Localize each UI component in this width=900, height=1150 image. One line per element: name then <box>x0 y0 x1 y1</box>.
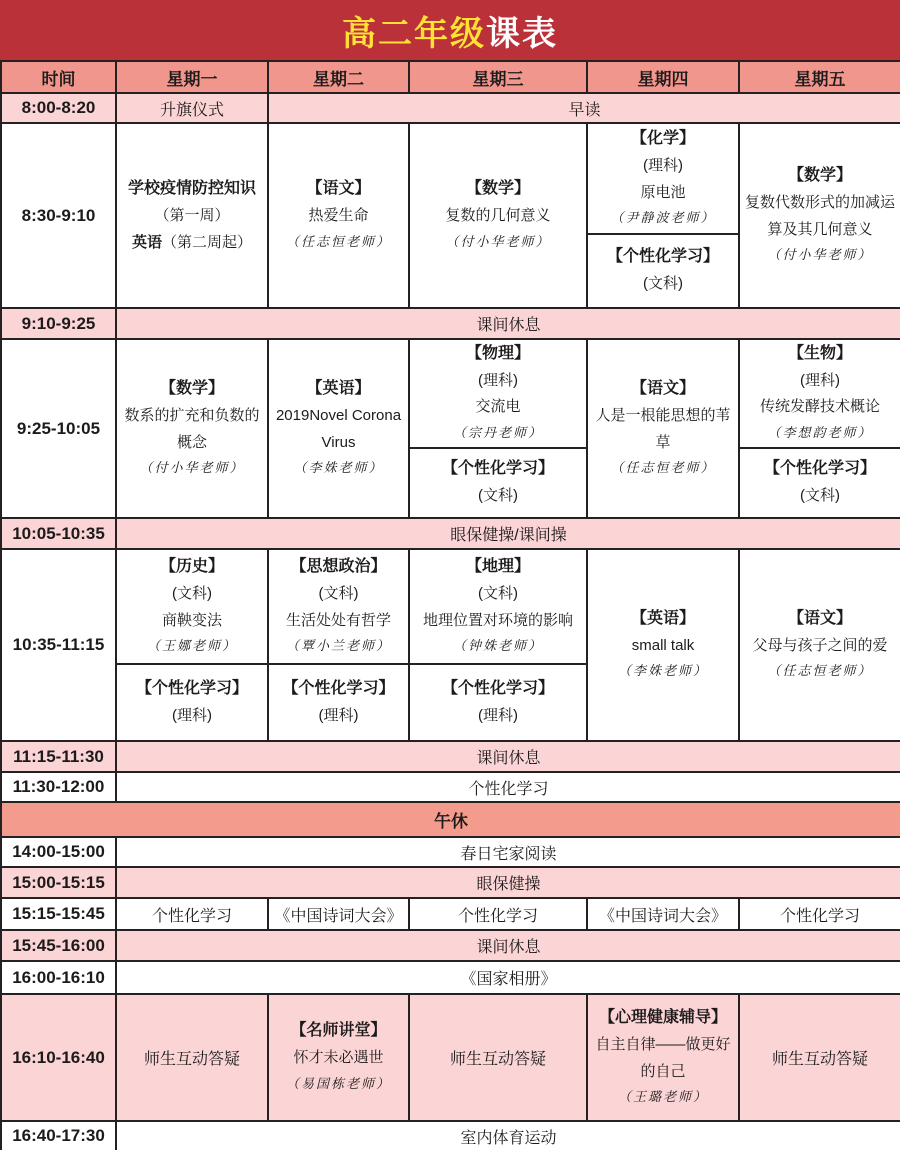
course-topic: 地理位置对环境的影响 <box>422 611 573 629</box>
teacher-name: （任志恒老师） <box>285 234 391 250</box>
course-cell-wed-0830 <box>409 123 587 308</box>
event-eye-exercise: 眼保健操 <box>116 867 900 898</box>
course-topic: 2019Novel Corona Virus <box>275 407 402 451</box>
header-row <box>1 61 900 93</box>
course-cell-thu-0925 <box>587 339 739 518</box>
course-subcell-top <box>410 340 586 449</box>
course-subcell-bottom <box>117 665 267 738</box>
time-cell-1005: 10:05-10:35 <box>1 518 116 549</box>
title-grade: 高二年级 <box>342 14 486 53</box>
course-cell-fri-0830 <box>739 123 900 308</box>
row-1130 <box>1 772 900 802</box>
activity-wed-1515: 个性化学习 <box>409 898 587 930</box>
course-track: (理科) <box>172 706 212 724</box>
time-cell-1035: 10:35-11:15 <box>1 549 116 741</box>
course-subject: 【化学】 <box>630 130 695 148</box>
header-thursday: 星期四 <box>587 61 739 93</box>
course-subcell-bottom <box>588 235 738 305</box>
course-subcell-bottom <box>740 449 900 516</box>
teacher-name: （钟姝老师） <box>452 638 543 654</box>
course-track: (文科) <box>643 274 683 292</box>
course-subcell-bottom <box>410 665 586 738</box>
course-topic: 原电池 <box>640 183 686 201</box>
event-class-break: 课间休息 <box>116 930 900 961</box>
course-cell-tue-1035 <box>268 549 409 741</box>
row-1610 <box>1 994 900 1121</box>
course-subject: 【个性化学习】 <box>606 247 719 265</box>
course-subcell-bottom <box>410 449 586 516</box>
row-1515 <box>1 898 900 930</box>
row-1035 <box>1 549 900 741</box>
course-subject: 【英语】 <box>630 609 695 627</box>
teacher-name: （王娜老师） <box>146 638 237 654</box>
title-suffix: 课表 <box>486 14 558 53</box>
time-cell-1500: 15:00-15:15 <box>1 867 116 898</box>
course-subject: 【心理健康辅导】 <box>598 1009 727 1027</box>
header-time: 时间 <box>1 61 116 93</box>
course-subject: 【数学】 <box>159 380 224 398</box>
course-subject: 【生物】 <box>787 345 852 362</box>
teacher-name: （李姝老师） <box>617 664 708 680</box>
header-tuesday: 星期二 <box>268 61 409 93</box>
activity-mon-1515: 个性化学习 <box>116 898 268 930</box>
row-1400 <box>1 837 900 867</box>
course-topic: 复数的几何意义 <box>445 207 551 225</box>
teacher-name: （覃小兰老师） <box>285 638 391 654</box>
course-cell-mon-0830 <box>116 123 268 308</box>
header-friday: 星期五 <box>739 61 900 93</box>
teacher-name: （李姝老师） <box>293 460 384 476</box>
course-topic: 数系的扩充和负数的概念 <box>124 407 260 451</box>
course-subcell-bottom <box>269 665 408 738</box>
course-topic: 复数代数形式的加减运算及其几何意义 <box>744 194 895 238</box>
time-cell-1640: 16:40-17:30 <box>1 1121 116 1150</box>
header-monday: 星期一 <box>116 61 268 93</box>
row-1545-break <box>1 930 900 961</box>
row-0830 <box>1 123 900 308</box>
course-subject: 【语文】 <box>630 380 695 398</box>
course-subject: 【数学】 <box>787 167 852 185</box>
course-subject: 【地理】 <box>465 558 530 576</box>
activity-mon-1610: 师生互动答疑 <box>116 994 268 1121</box>
course-subcell-top <box>269 550 408 665</box>
event-indoor-sports: 室内体育运动 <box>116 1121 900 1150</box>
course-title: 学校疫情防控知识 <box>127 180 256 198</box>
course-cell-mon-0925 <box>116 339 268 518</box>
course-topic: 传统发酵技术概论 <box>759 398 880 416</box>
course-topic: 商鞅变法 <box>161 611 222 629</box>
row-1115-break <box>1 741 900 772</box>
activity-thu-1515: 《中国诗词大会》 <box>587 898 739 930</box>
page-title <box>0 0 900 60</box>
course-topic: 人是一根能思想的苇草 <box>595 407 731 451</box>
row-0910-break <box>1 308 900 339</box>
activity-tue-1515: 《中国诗词大会》 <box>268 898 409 930</box>
course-cell-tue-1610 <box>268 994 409 1121</box>
course-subject: 【个性化学习】 <box>763 459 876 477</box>
teacher-name: （付小华老师） <box>139 460 245 476</box>
teacher-name: （尹静波老师） <box>610 210 716 226</box>
activity-fri-1515: 个性化学习 <box>739 898 900 930</box>
teacher-name: （易国栋老师） <box>285 1076 391 1092</box>
course-cell-thu-1610 <box>587 994 739 1121</box>
row-1600 <box>1 961 900 994</box>
time-cell-1610: 16:10-16:40 <box>1 994 116 1121</box>
course-topic: small talk <box>631 636 695 654</box>
course-track: (文科) <box>478 585 518 603</box>
teacher-name: （任志恒老师） <box>767 664 873 680</box>
time-cell-1130: 11:30-12:00 <box>1 772 116 802</box>
course-subject: 【个性化学习】 <box>441 679 554 697</box>
course-subject: 【历史】 <box>159 558 224 576</box>
course-track: (文科) <box>800 486 840 504</box>
activity-wed-1610: 师生互动答疑 <box>409 994 587 1121</box>
course-cell-wed-0925 <box>409 339 587 518</box>
row-1005-break <box>1 518 900 549</box>
course-note-inline: （第二周起） <box>162 233 253 251</box>
course-cell-wed-1035 <box>409 549 587 741</box>
course-subject: 【物理】 <box>465 345 530 362</box>
event-individual-study: 个性化学习 <box>116 772 900 802</box>
course-cell-tue-0830 <box>268 123 409 308</box>
teacher-name: （宗丹老师） <box>452 425 543 441</box>
event-noon-rest: 午休 <box>1 802 900 837</box>
time-cell-1115: 11:15-11:30 <box>1 741 116 772</box>
course-track: (理科) <box>800 372 840 389</box>
row-1640 <box>1 1121 900 1150</box>
teacher-name: （王璐老师） <box>617 1089 708 1105</box>
course-note-2 <box>119 230 265 256</box>
time-cell-0800: 8:00-8:20 <box>1 93 116 123</box>
time-cell-1400: 14:00-15:00 <box>1 837 116 867</box>
event-flag-ceremony: 升旗仪式 <box>116 93 268 123</box>
event-national-album: 《国家相册》 <box>116 961 900 994</box>
course-subcell-top <box>740 340 900 449</box>
course-topic: 交流电 <box>475 398 521 416</box>
row-1500-break <box>1 867 900 898</box>
time-cell-1600: 16:00-16:10 <box>1 961 116 994</box>
course-subject: 【思想政治】 <box>290 558 387 576</box>
course-track: (理科) <box>318 706 359 724</box>
course-subject-inline: 英语 <box>131 233 162 251</box>
course-track: (理科) <box>478 372 518 389</box>
course-subcell-top <box>117 550 267 665</box>
course-cell-thu-0830 <box>587 123 739 308</box>
time-cell-0925: 9:25-10:05 <box>1 339 116 518</box>
teacher-name: （任志恒老师） <box>610 460 716 476</box>
course-subject: 【个性化学习】 <box>135 679 248 697</box>
course-track: (理科) <box>643 157 683 175</box>
course-topic: 怀才未必遇世 <box>293 1049 384 1067</box>
event-class-break: 课间休息 <box>116 741 900 772</box>
course-subcell-top <box>588 124 738 235</box>
course-subject: 【语文】 <box>306 180 371 198</box>
course-cell-tue-0925 <box>268 339 409 518</box>
row-0925 <box>1 339 900 518</box>
course-cell-fri-1035 <box>739 549 900 741</box>
course-cell-thu-1035 <box>587 549 739 741</box>
course-subject: 【个性化学习】 <box>282 679 395 697</box>
event-home-reading: 春日宅家阅读 <box>116 837 900 867</box>
header-wednesday: 星期三 <box>409 61 587 93</box>
teacher-name: （李想韵老师） <box>767 425 873 441</box>
row-0800 <box>1 93 900 123</box>
course-subject: 【英语】 <box>306 380 371 398</box>
course-track: (文科) <box>478 486 518 504</box>
time-cell-1515: 15:15-15:45 <box>1 898 116 930</box>
timetable <box>0 60 900 1150</box>
course-subcell-top <box>410 550 586 665</box>
course-track: (文科) <box>172 585 212 603</box>
time-cell-0830: 8:30-9:10 <box>1 123 116 308</box>
activity-fri-1610: 师生互动答疑 <box>739 994 900 1121</box>
event-morning-reading: 早读 <box>268 93 900 123</box>
course-cell-fri-0925 <box>739 339 900 518</box>
time-cell-0910: 9:10-9:25 <box>1 308 116 339</box>
course-topic: 自主自律——做更好的自己 <box>595 1036 731 1080</box>
teacher-name: （付小华老师） <box>767 247 873 263</box>
course-subject: 【名师讲堂】 <box>290 1022 387 1040</box>
course-topic: 父母与孩子之间的爱 <box>752 636 888 654</box>
course-subject: 【数学】 <box>465 180 530 198</box>
teacher-name: （付小华老师） <box>445 234 551 250</box>
course-cell-mon-1035 <box>116 549 268 741</box>
course-note: （第一周） <box>154 207 230 225</box>
course-topic: 热爱生命 <box>308 207 369 225</box>
course-subject: 【语文】 <box>787 609 852 627</box>
course-topic: 生活处处有哲学 <box>285 611 391 629</box>
course-subject: 【个性化学习】 <box>441 459 554 477</box>
course-track: (理科) <box>478 706 518 724</box>
time-cell-1545: 15:45-16:00 <box>1 930 116 961</box>
course-track: (文科) <box>318 585 359 603</box>
event-class-break: 课间休息 <box>116 308 900 339</box>
row-noon-rest <box>1 802 900 837</box>
event-eye-exercise-break: 眼保健操/课间操 <box>116 518 900 549</box>
